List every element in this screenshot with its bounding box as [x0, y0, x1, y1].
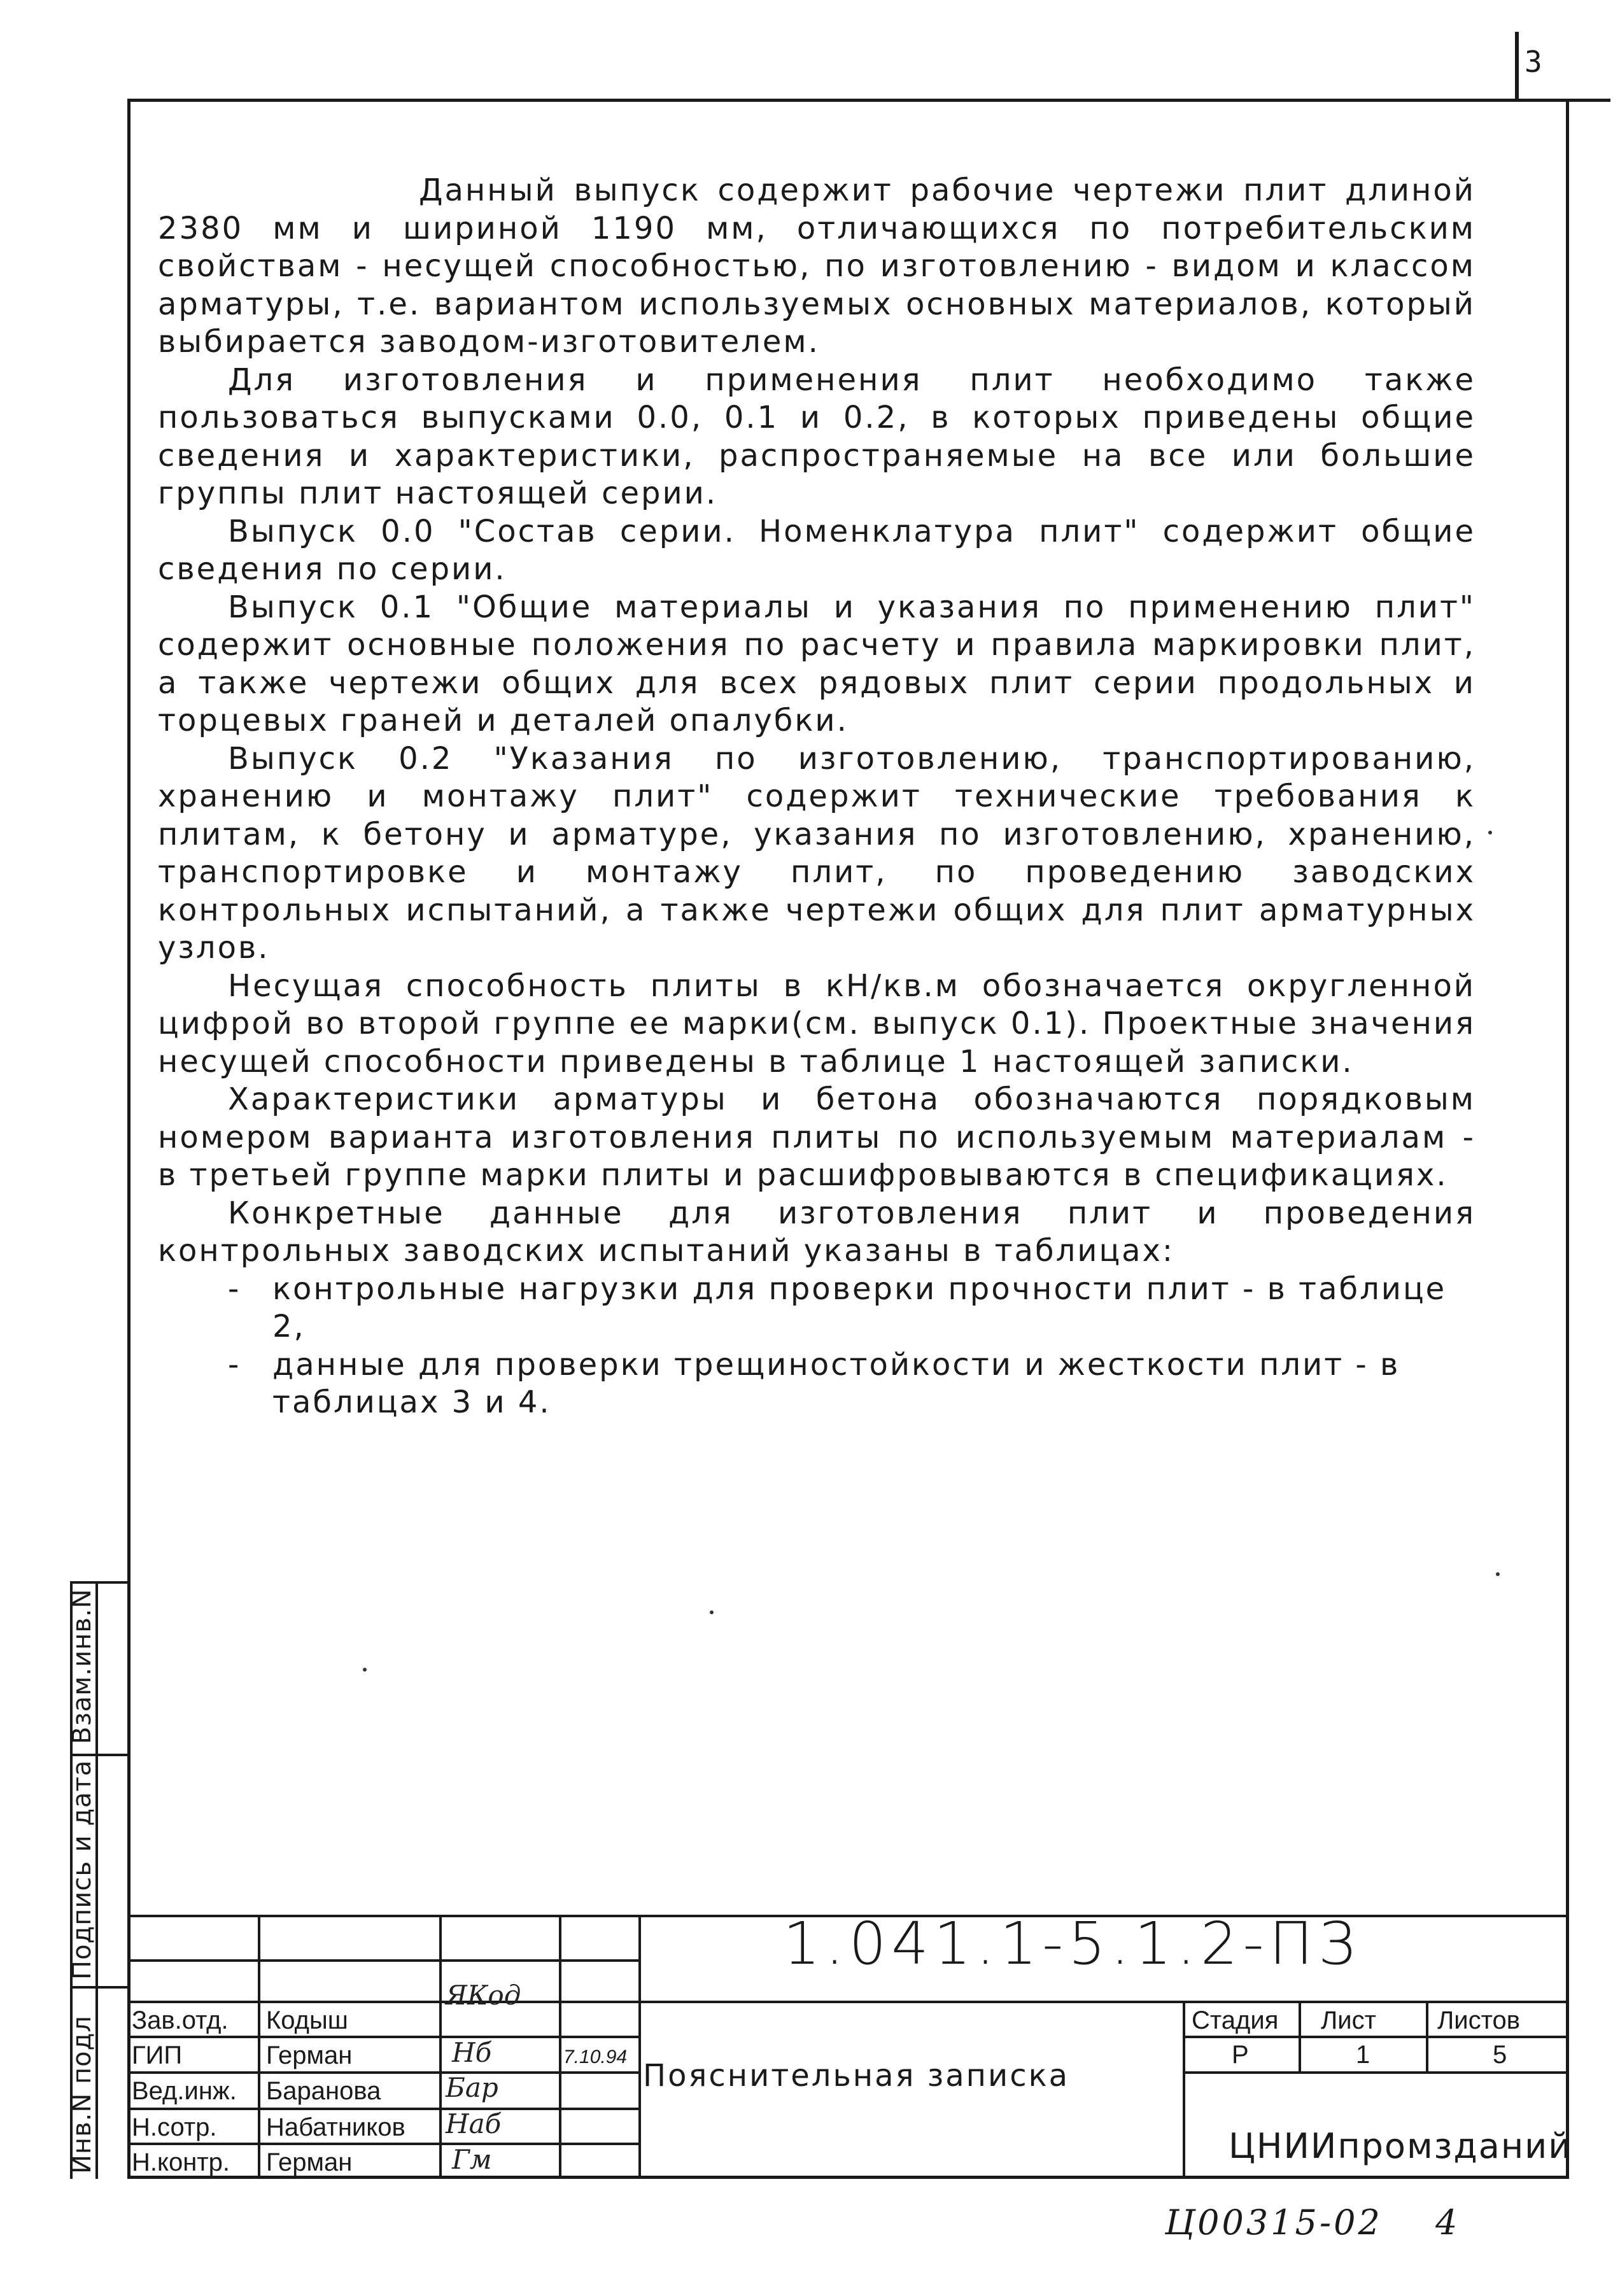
person-name: Кодыш: [266, 2006, 348, 2034]
title-block-line: [1184, 2036, 1569, 2038]
document-designation: 1.041.1-5.1.2-ПЗ: [783, 1910, 1361, 1978]
archive-code: Ц00315-02: [1165, 2202, 1383, 2243]
stage-header: Стадия: [1192, 2006, 1279, 2034]
title-block-line: [127, 2143, 640, 2145]
title-block-line: [127, 1959, 640, 1962]
signature: ЯКод: [446, 1980, 521, 2011]
title-block-col: [1426, 2001, 1428, 2073]
title-block-col: [258, 1915, 260, 2179]
paragraph-8: Конкретные данные для изготовления плит и проведения контрольных заводских испытаний указаны в таблицах:: [158, 1195, 1476, 1269]
list-dash: -: [228, 1271, 241, 1307]
corner-mark: [1515, 32, 1519, 102]
side-strip-line: [70, 1754, 129, 1756]
sheet-value: 1: [1356, 2041, 1370, 2069]
role-label: Н.сотр.: [132, 2113, 217, 2141]
frame-extension: [1566, 99, 1610, 102]
sheet-header: Лист: [1321, 2006, 1376, 2034]
scan-speck: [363, 1668, 367, 1672]
stage-value: Р: [1232, 2041, 1249, 2069]
document-title: Пояснительная записка: [643, 2058, 1070, 2094]
title-block-col: [559, 1915, 561, 2179]
list-item-text: контрольные нагрузки для проверки прочности плит - в таблице 2,: [272, 1271, 1447, 1344]
tables-list: [158, 1271, 1476, 1422]
person-name: Герман: [266, 2148, 353, 2176]
organization-name: ЦНИИпромзданий: [1229, 2126, 1572, 2166]
paragraph-7: Характеристики арматуры и бетона обозначаются порядковым номером варианта изготовления плиты по используемым материалам - в третьей группе марки плиты и расшифровываются в спецификациях.: [158, 1081, 1476, 1193]
list-item: [158, 1271, 1476, 1346]
side-label-inv-podl: Инв.N подл: [67, 2015, 97, 2174]
person-name: Баранова: [266, 2077, 381, 2105]
title-block-col: [638, 1915, 641, 2179]
paragraph-4: Выпуск 0.1 "Общие материалы и указания по применению плит" содержит основные положения по расчету и правила маркировки плит, а также чертежи общих для всех рядовых плит серии продольных и торцевых граней и деталей опалубки.: [158, 589, 1476, 738]
signature: Гм: [452, 2144, 492, 2175]
scan-speck: [1496, 1572, 1500, 1576]
approval-date: 7.10.94: [563, 2046, 628, 2067]
title-block-line: [127, 2108, 640, 2110]
list-dash: -: [228, 1346, 241, 1383]
side-label-vzam: Взам.инв.N: [67, 1588, 97, 1744]
list-item-text: данные для проверки трещиностойкости и жесткости плит - в таблицах 3 и 4.: [272, 1346, 1400, 1420]
role-label: Вед.инж.: [132, 2077, 237, 2105]
list-item: [158, 1346, 1476, 1422]
paragraph-5: Выпуск 0.2 "Указания по изготовлению, транспортированию, хранению и монтажу плит" содержит технические требования к плитам, к бетону и арматуре, указания по изготовлению, хранению, транспортировке и монтажу плит, по проведению заводских контрольных испытаний, а также чертежи общих для плит арматурных узлов.: [158, 740, 1476, 966]
paragraph-1: Данный выпуск содержит рабочие чертежи плит длиной 2380 мм и шириной 1190 мм, отличающихся по потребительским свойствам - несущей способностью, по изготовлению - видом и классом арматуры, т.е. вариантом используемых основных материалов, который выбирается заводом-изготовителем.: [158, 173, 1476, 360]
side-label-signature-date: Подпись и дата: [67, 1759, 97, 1980]
archive-number: 4: [1435, 2202, 1458, 2243]
explanatory-note-body: [158, 172, 1476, 1422]
title-block-col: [1299, 2001, 1301, 2073]
role-label: ГИП: [132, 2041, 183, 2069]
title-block-line: [127, 2036, 640, 2038]
scan-speck: [710, 1610, 714, 1614]
title-block-col: [439, 1915, 442, 2179]
side-strip-line: [70, 1581, 129, 1584]
paragraph-6: Несущая способность плиты в кН/кв.м обозначается округленной цифрой во второй группе ее марки(см. выпуск 0.1). Проектные значения несущей способности приведены в таблице 1 настоящей записки.: [158, 968, 1476, 1080]
paragraph-3: Выпуск 0.0 "Состав серии. Номенклатура плит" содержит общие сведения по серии.: [158, 513, 1476, 587]
scan-speck: [1488, 831, 1492, 835]
title-block-line: [127, 2001, 1569, 2003]
title-block-line: [1184, 2071, 1569, 2074]
title-block-col: [1183, 2001, 1185, 2179]
page-number: 3: [1525, 45, 1542, 79]
sheets-header: Листов: [1437, 2006, 1520, 2034]
side-strip-line: [70, 1986, 129, 1989]
paragraph-2: Для изготовления и применения плит необходимо также пользоваться выпусками 0.0, 0.1 и 0.2, в которых приведены общие сведения и характеристики, распространяемые на все или большие группы плит настоящей серии.: [158, 362, 1476, 511]
signature: Бар: [446, 2072, 498, 2103]
role-label: Н.контр.: [132, 2148, 230, 2176]
role-label: Зав.отд.: [132, 2006, 229, 2034]
person-name: Набатников: [266, 2113, 405, 2141]
sheets-value: 5: [1493, 2041, 1507, 2069]
signature: Нб: [452, 2037, 492, 2068]
signature: Наб: [446, 2108, 502, 2139]
person-name: Герман: [266, 2041, 353, 2069]
